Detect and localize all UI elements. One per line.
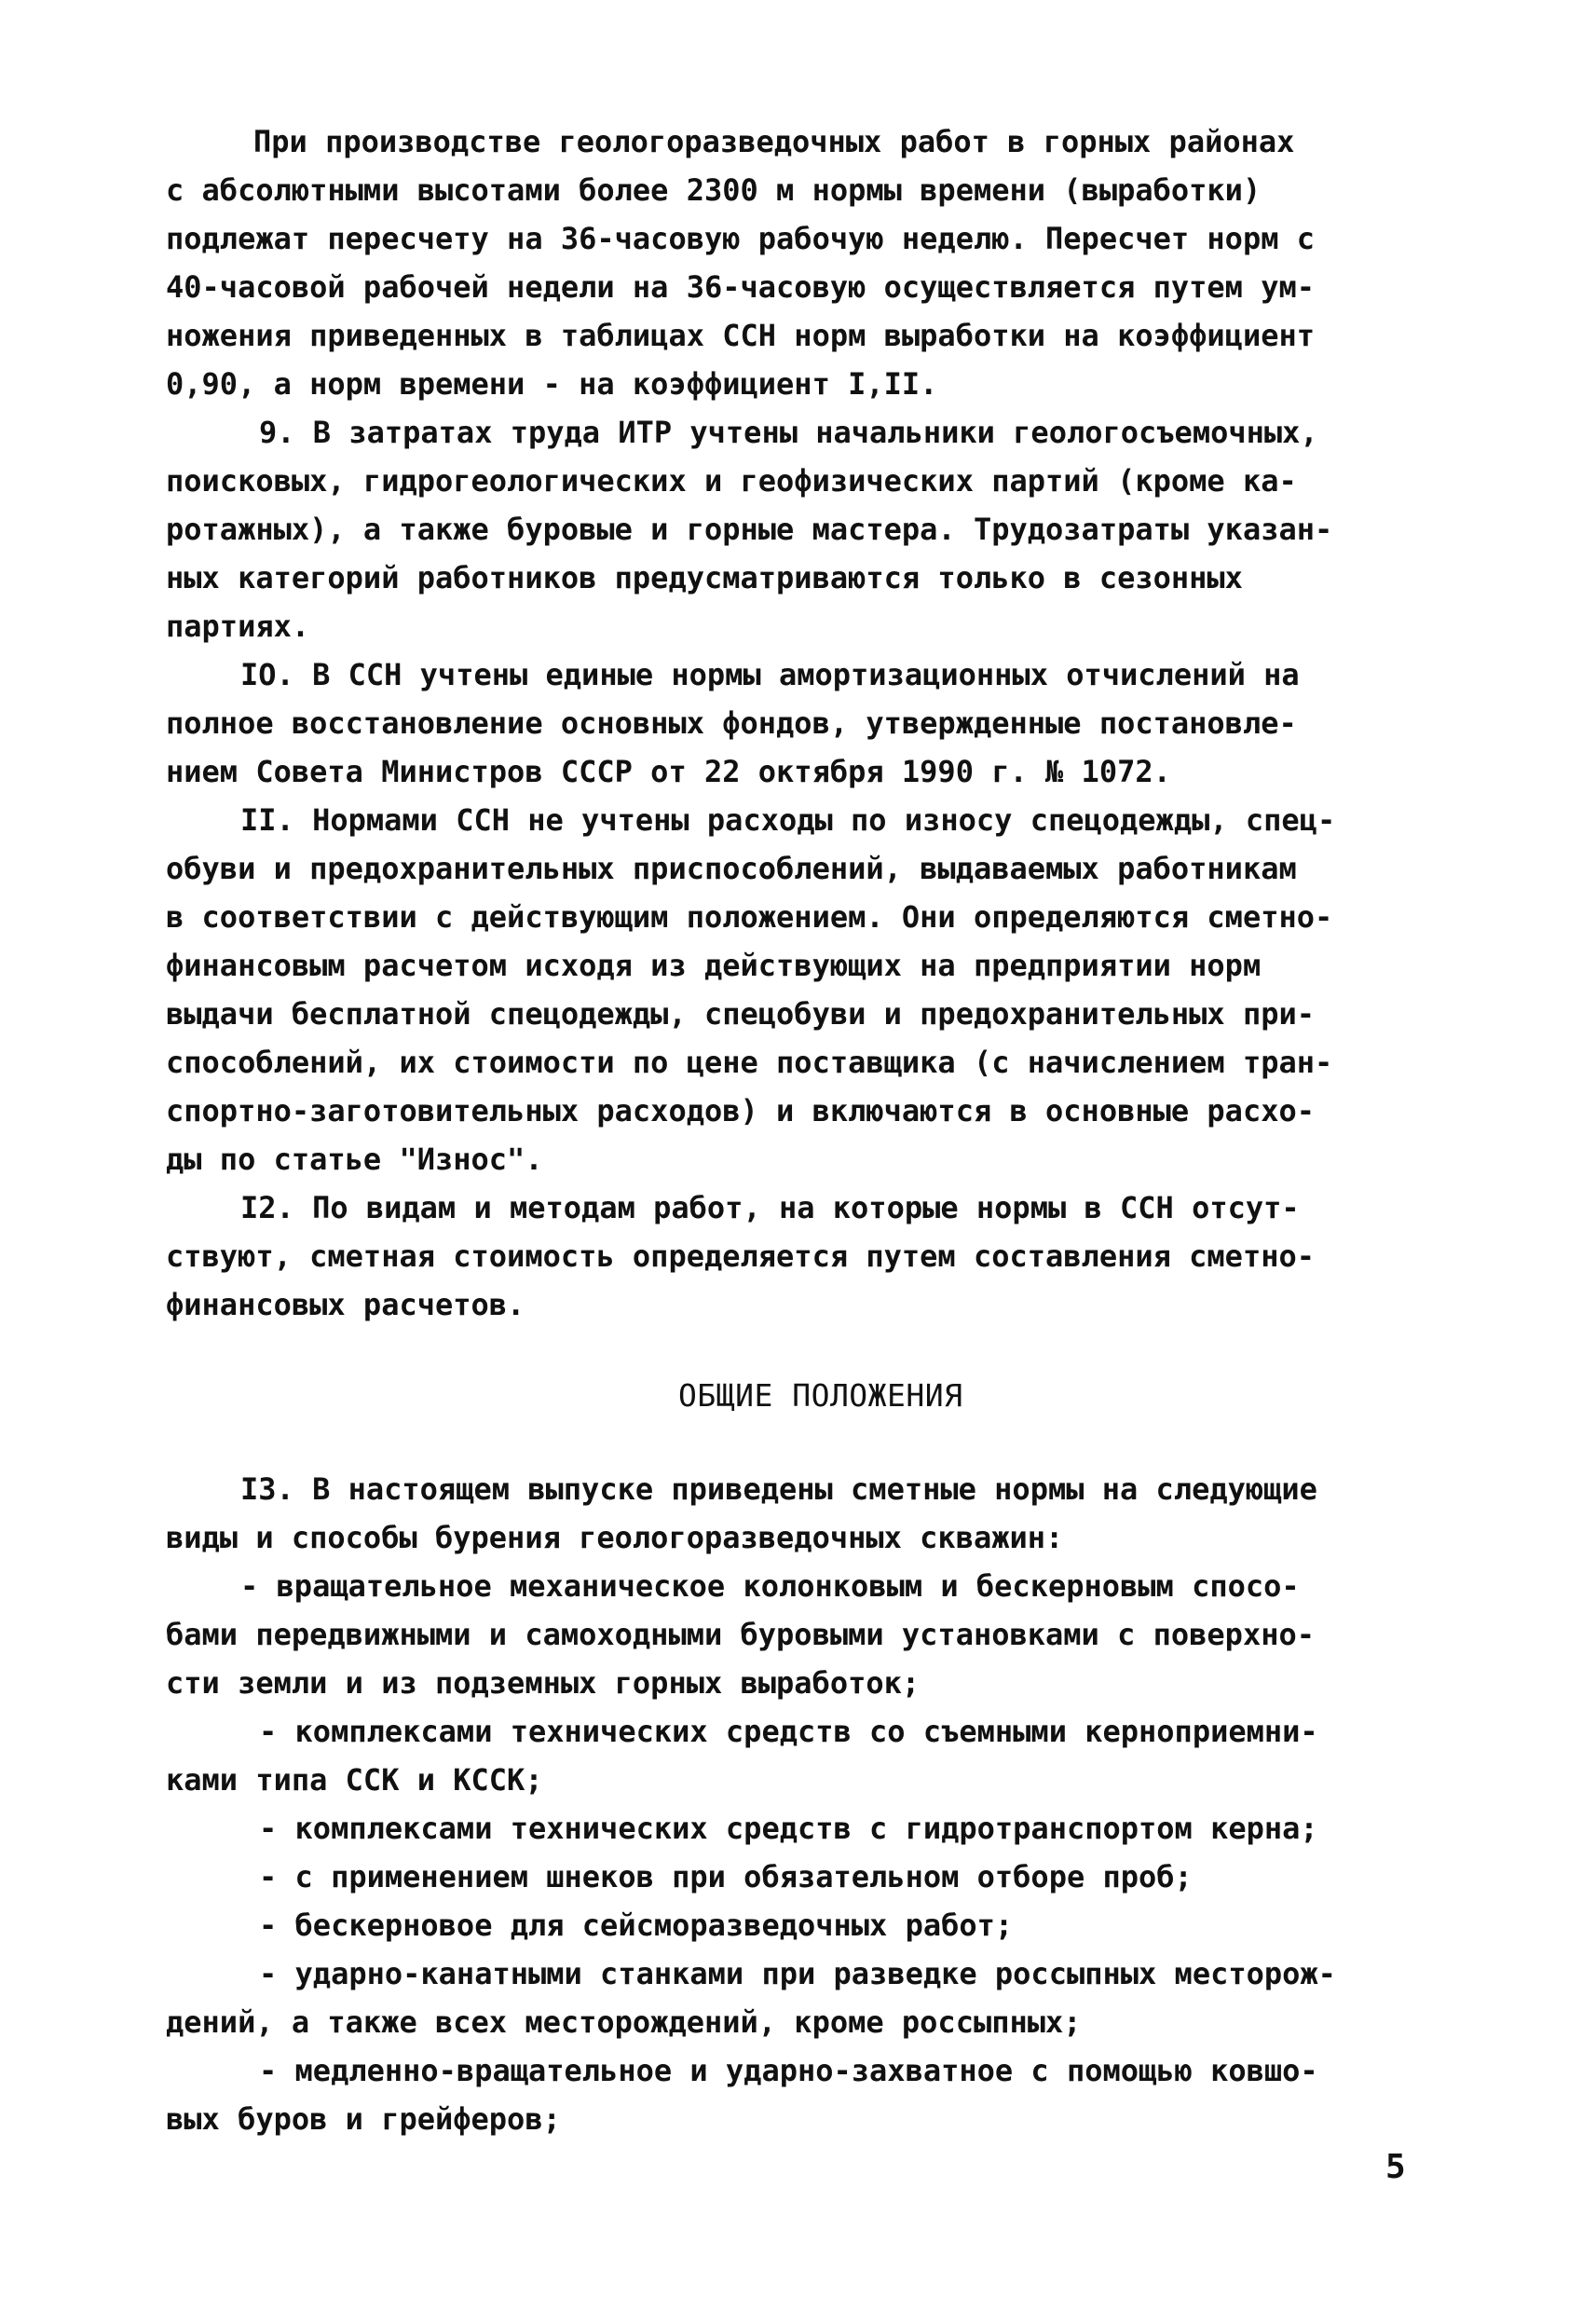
text-line: ных категорий работников предусматриваются только в сезонных bbox=[166, 560, 1243, 595]
text-line: - ударно-канатными станками при разведке россыпных месторож- bbox=[259, 1956, 1336, 1991]
text-line: II. Нормами ССН не учтены расходы по износу спецодежды, спец- bbox=[240, 802, 1336, 838]
text-line: 9. В затратах труда ИТР учтены начальники геологосъемочных, bbox=[259, 415, 1318, 450]
text-line: финансовым расчетом исходя из действующих на предприятии норм bbox=[166, 948, 1262, 983]
text-line: поисковых, гидрогеологических и геофизических партий (кроме ка- bbox=[166, 463, 1297, 499]
text-line: - медленно-вращательное и ударно-захватное с помощью ковшо- bbox=[259, 2053, 1318, 2088]
text-line: При производстве геологоразведочных работ в горных районах bbox=[253, 124, 1295, 159]
page-number: 5 bbox=[1385, 2148, 1406, 2186]
text-line: ствуют, сметная стоимость определяется путем составления сметно- bbox=[166, 1238, 1315, 1274]
text-line: обуви и предохранительных приспособлений, выдаваемых работникам bbox=[166, 851, 1297, 886]
text-line: с абсолютными высотами более 2300 м нормы времени (выработки) bbox=[166, 172, 1262, 208]
text-line: партиях. bbox=[166, 609, 310, 644]
section-heading: ОБЩИЕ ПОЛОЖЕНИЯ bbox=[678, 1377, 963, 1414]
text-line: в соответствии с действующим положением. Они определяются сметно- bbox=[166, 899, 1333, 935]
text-line: 0,90, а норм времени - на коэффициент I,II. bbox=[166, 366, 938, 402]
text-line: способлений, их стоимости по цене поставщика (с начислением тран- bbox=[166, 1045, 1333, 1080]
text-line: - комплексами технических средств с гидротранспортом керна; bbox=[259, 1811, 1318, 1846]
text-line: - вращательное механическое колонковым и бескерновым спосо- bbox=[240, 1568, 1300, 1604]
text-line: ротажных), а также буровые и горные мастера. Трудозатраты указан- bbox=[166, 512, 1333, 547]
text-line: ками типа ССК и КССК; bbox=[166, 1762, 543, 1798]
text-line: нием Совета Министров СССР от 22 октября 1990 г. № 1072. bbox=[166, 754, 1171, 789]
text-line: подлежат пересчету на 36-часовую рабочую неделю. Пересчет норм с bbox=[166, 221, 1315, 256]
text-line: спортно-заготовительных расходов) и включаются в основные расхо- bbox=[166, 1093, 1315, 1128]
text-line: дений, а также всех месторождений, кроме россыпных; bbox=[166, 2004, 1082, 2040]
text-line: сти земли и из подземных горных выработок; bbox=[166, 1665, 921, 1701]
text-line: выдачи бесплатной спецодежды, спецобуви и предохранительных при- bbox=[166, 996, 1315, 1032]
text-line: виды и способы бурения геологоразведочных скважин: bbox=[166, 1520, 1064, 1555]
text-line: вых буров и грейферов; bbox=[166, 2101, 561, 2137]
text-line: I3. В настоящем выпуске приведены сметные нормы на следующие bbox=[240, 1471, 1317, 1507]
text-line: I2. По видам и методам работ, на которые нормы в ССН отсут- bbox=[240, 1190, 1300, 1225]
text-line: 40-часовой рабочей недели на 36-часовую осуществляется путем ум- bbox=[166, 269, 1315, 305]
text-line: финансовых расчетов. bbox=[166, 1287, 525, 1322]
text-line: - с применением шнеков при обязательном отборе проб; bbox=[259, 1859, 1193, 1894]
text-line: полное восстановление основных фондов, утвержденные постановле- bbox=[166, 705, 1297, 741]
text-line: IO. В ССН учтены единые нормы амортизационных отчислений на bbox=[240, 657, 1300, 692]
text-line: - комплексами технических средств со съемными керноприемни- bbox=[259, 1714, 1318, 1749]
text-line: ножения приведенных в таблицах ССН норм выработки на коэффициент bbox=[166, 318, 1315, 353]
text-line: ды по статье "Износ". bbox=[166, 1142, 543, 1177]
text-line: - бескерновое для сейсморазведочных работ; bbox=[259, 1908, 1014, 1943]
text-line: бами передвижными и самоходными буровыми установками с поверхно- bbox=[166, 1617, 1315, 1652]
